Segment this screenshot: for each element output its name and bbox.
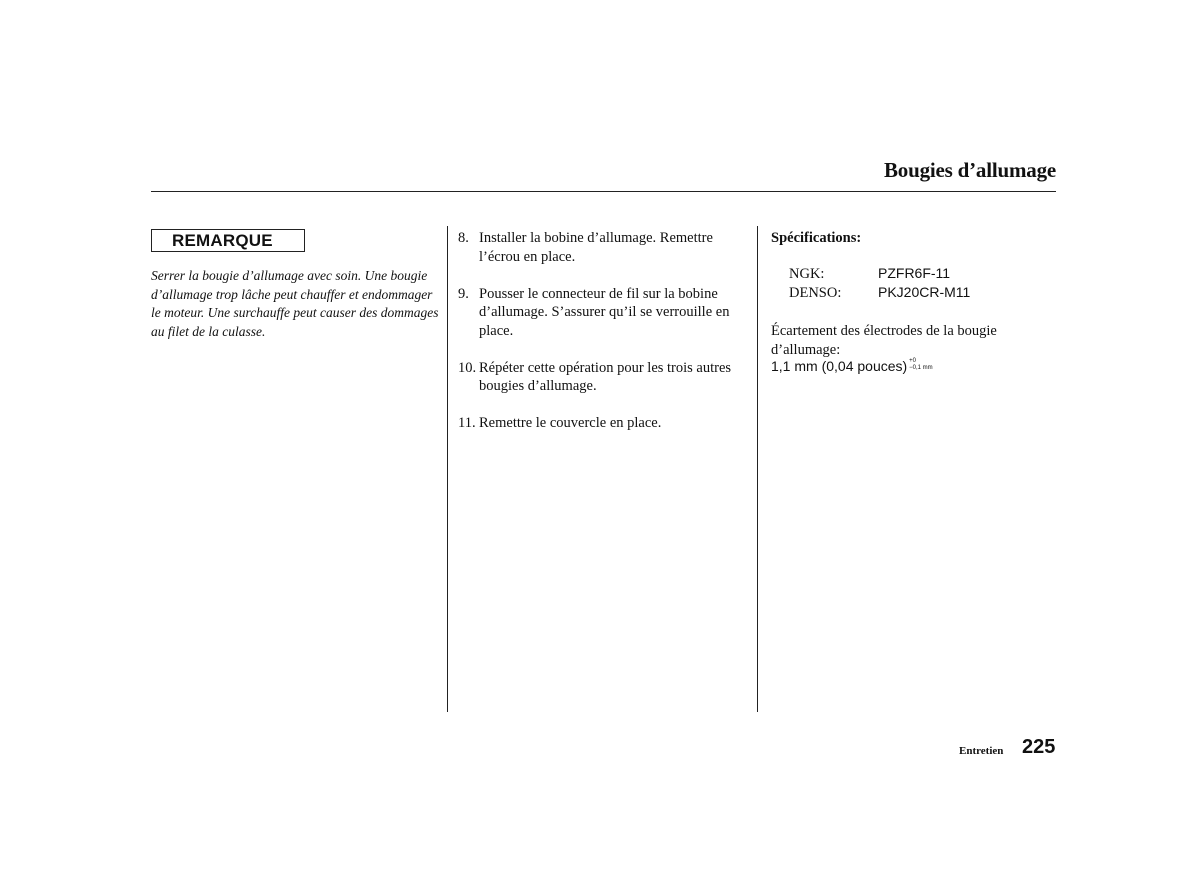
- step-number: 11.: [458, 415, 476, 431]
- page-number: 225: [1022, 736, 1056, 758]
- column-divider-right: [757, 226, 758, 712]
- remarque-label: REMARQUE: [151, 229, 305, 252]
- specs-heading: Spécifications:: [771, 230, 862, 246]
- spec-brand: DENSO:: [789, 285, 842, 301]
- gap-value: [771, 358, 933, 374]
- gap-tolerance-minus: −0,1 mm: [909, 365, 933, 371]
- spec-row-ngk: [789, 264, 950, 284]
- column-divider-left: [447, 226, 448, 712]
- footer-section-name: Entretien: [959, 745, 1004, 757]
- step-item: [458, 414, 753, 433]
- steps-list: [458, 229, 753, 451]
- spec-brand: NGK:: [789, 266, 825, 282]
- step-text: Remettre le couvercle en place.: [479, 415, 662, 431]
- step-text: Répéter cette opération pour les trois autres bougies d’allumage.: [479, 359, 732, 394]
- step-item: [458, 359, 753, 396]
- step-number: 8.: [458, 230, 469, 246]
- spec-row-denso: [789, 283, 970, 303]
- spec-part-number: PKJ20CR-M11: [878, 284, 971, 300]
- gap-label: Écartement des électrodes de la bougie d’allumage:: [771, 323, 997, 358]
- step-number: 10.: [458, 359, 477, 376]
- spec-part-number: PZFR6F-11: [878, 265, 951, 281]
- page-title: Bougies d’allumage: [884, 158, 1056, 182]
- title-rule: [151, 191, 1056, 192]
- step-number: 9.: [458, 285, 469, 302]
- gap-value-text: 1,1 mm (0,04 pouces): [771, 358, 908, 374]
- gap-tolerance: [909, 358, 933, 372]
- step-text: Pousser le connecteur de fil sur la bobine d’allumage. S’assurer qu’il se verrouille en place.: [479, 285, 730, 339]
- step-text: Installer la bobine d’allumage. Remettre l’écrou en place.: [479, 230, 713, 265]
- step-item: [458, 285, 753, 341]
- gap-tolerance-plus: +0: [909, 358, 917, 364]
- remarque-text: Serrer la bougie d’allumage avec soin. Une bougie d’allumage trop lâche peut chauffer et endommager le moteur. Une surchauffe peut causer des dommages au filet de la culasse.: [151, 268, 439, 339]
- step-item: [458, 229, 753, 266]
